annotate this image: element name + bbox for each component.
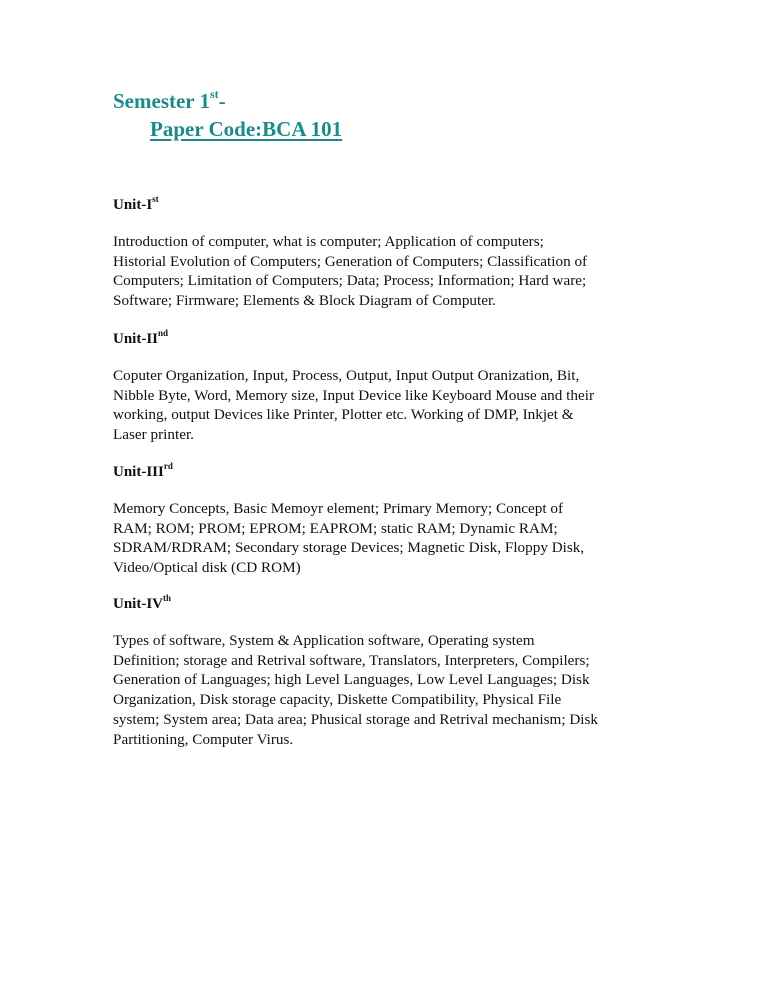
unit-4-body <box>113 631 658 749</box>
unit-2-body <box>113 366 658 445</box>
unit-2-line: Nibble Byte, Word, Memory size, Input Device like Keyboard Mouse and their <box>113 386 595 404</box>
unit-2-line: Coputer Organization, Input, Process, Output, Input Output Oranization, Bit, <box>113 367 580 384</box>
unit-2-line: working, output Devices like Printer, Plotter etc. Working of DMP, Inkjet & <box>113 406 574 424</box>
unit-2-line: Laser printer. <box>113 426 194 444</box>
unit-4-line: system; System area; Data area; Phusical storage and Retrival mechanism; Disk <box>113 710 599 728</box>
unit-4-heading <box>113 594 171 613</box>
unit-4-line: Partitioning, Computer Virus. <box>113 730 294 748</box>
unit-1-label: Unit-I <box>113 197 153 213</box>
unit-2-heading <box>113 329 168 348</box>
unit-4-line: Organization, Disk storage capacity, Diskette Compatibility, Physical File <box>113 691 562 709</box>
unit-1-ordinal: st <box>152 194 159 204</box>
paper-code-title: Paper Code:BCA 101 <box>150 117 343 141</box>
unit-2-ordinal: nd <box>158 328 169 338</box>
unit-4-line: Definition; storage and Retrival software, Translators, Interpreters, Compilers; <box>113 651 590 669</box>
unit-3-line: RAM; ROM; PROM; EPROM; EAPROM; static RAM; Dynamic RAM; <box>113 519 558 537</box>
unit-1-line: Historial Evolution of Computers; Generation of Computers; Classification of <box>113 252 588 270</box>
unit-1-body <box>113 232 658 311</box>
unit-4-line: Types of software, System & Application software, Operating system <box>113 632 535 649</box>
unit-1-line: Computers; Limitation of Computers; Data; Process; Information; Hard ware; <box>113 272 587 290</box>
unit-3-line: Video/Optical disk (CD ROM) <box>113 559 301 577</box>
unit-4-ordinal: th <box>163 593 172 603</box>
unit-3-line: SDRAM/RDRAM; Secondary storage Devices; Magnetic Disk, Floppy Disk, <box>113 539 585 557</box>
unit-3-ordinal: rd <box>163 461 173 471</box>
semester-title <box>113 89 226 114</box>
unit-1-line: Software; Firmware; Elements & Block Diagram of Computer. <box>113 292 496 310</box>
unit-1-line: Introduction of computer, what is computer; Application of computers; <box>113 233 544 250</box>
unit-3-body <box>113 499 658 578</box>
unit-4-label: Unit-IV <box>113 596 164 612</box>
semester-ordinal: st <box>210 87 219 101</box>
unit-1-heading <box>113 195 159 214</box>
unit-3-line: Memory Concepts, Basic Memoyr element; Primary Memory; Concept of <box>113 500 564 517</box>
semester-text: Semester 1 <box>113 89 210 113</box>
unit-2-label: Unit-II <box>113 331 159 347</box>
unit-3-label: Unit-III <box>113 464 164 480</box>
semester-suffix: - <box>218 89 226 113</box>
unit-4-line: Generation of Languages; high Level Languages, Low Level Languages; Disk <box>113 671 590 689</box>
unit-3-heading <box>113 462 173 481</box>
